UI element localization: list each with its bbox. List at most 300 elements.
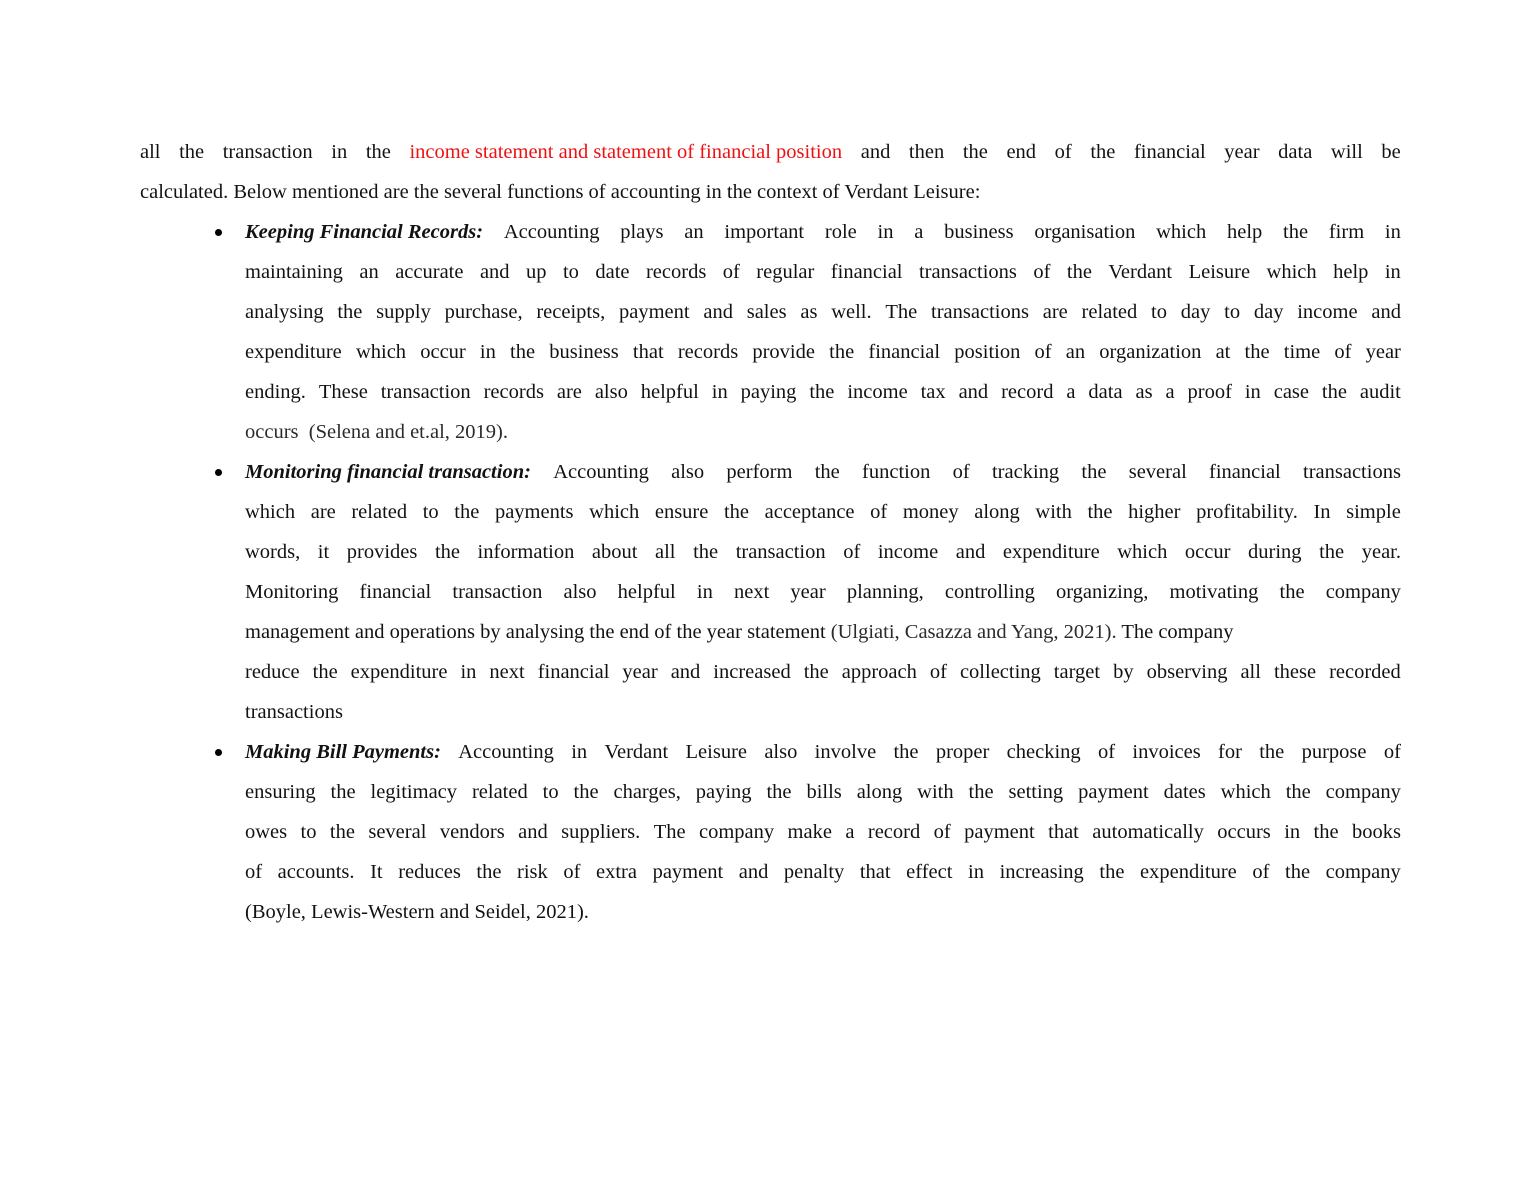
- w: to: [422, 501, 439, 523]
- bullet-3-line-2: [245, 772, 1401, 812]
- w: and: [738, 861, 769, 883]
- w: books: [1352, 821, 1401, 843]
- w: information: [477, 541, 575, 563]
- w: also: [563, 581, 597, 603]
- w: The: [885, 301, 918, 323]
- w: several: [1128, 461, 1187, 483]
- w: for: [1218, 741, 1242, 763]
- w: These: [318, 381, 368, 403]
- w: in: [1384, 221, 1401, 243]
- w: Verdant: [604, 741, 669, 763]
- w: the: [766, 781, 792, 803]
- w: financial: [830, 261, 903, 283]
- w: that: [859, 861, 891, 883]
- w: company: [1325, 781, 1401, 803]
- para-word: then: [908, 141, 945, 163]
- w: supply: [376, 301, 431, 323]
- w: accurate: [395, 261, 464, 283]
- w: day: [1180, 301, 1211, 323]
- w: of: [933, 821, 951, 843]
- w: of: [952, 461, 970, 483]
- w: transactions: [931, 301, 1029, 323]
- w: paying: [695, 781, 752, 803]
- w: company: [698, 821, 775, 843]
- w: It: [370, 861, 383, 883]
- w: Leisure: [685, 741, 748, 763]
- w: accounts.: [277, 861, 355, 883]
- w: function: [862, 461, 931, 483]
- w: in: [1384, 261, 1401, 283]
- w: year.: [1361, 541, 1401, 563]
- w: case: [1273, 381, 1309, 403]
- w: motivating: [1169, 581, 1259, 603]
- list-item: [140, 212, 1401, 452]
- w: date: [595, 261, 630, 283]
- w: helpful: [640, 381, 699, 403]
- w: the: [1259, 741, 1285, 763]
- w: risk: [517, 861, 548, 883]
- bullet-1-line-2: [245, 252, 1401, 292]
- w: observing: [1146, 661, 1228, 683]
- bullet-3-citation: (Boyle, Lewis-Western and Seidel, 2021).: [245, 901, 589, 923]
- w: year: [622, 661, 658, 683]
- w: these: [1273, 661, 1317, 683]
- w: the: [968, 781, 994, 803]
- w: transaction: [380, 381, 471, 403]
- w: payment: [619, 301, 690, 323]
- w: the: [337, 301, 363, 323]
- bullet-1-line-4: [245, 332, 1401, 372]
- w: transaction: [735, 541, 826, 563]
- w: recorded: [1329, 661, 1401, 683]
- highlighted-phrase: income statement and statement of financial position: [409, 141, 843, 163]
- bullet-3-lead: Making Bill Payments:: [245, 741, 441, 763]
- bullet-2-line-3: [245, 532, 1401, 572]
- w: records: [483, 381, 544, 403]
- w: Verdant: [1108, 261, 1173, 283]
- w: provides: [346, 541, 418, 563]
- para-word: transaction: [222, 141, 313, 163]
- w: in: [479, 341, 496, 363]
- w: extra: [596, 861, 637, 883]
- bullet-2-tail: transactions: [245, 701, 343, 723]
- w: company: [1325, 861, 1401, 883]
- w: payment: [964, 821, 1035, 843]
- w: planning,: [846, 581, 924, 603]
- w: tax: [920, 381, 946, 403]
- bullet-2-line-5: [245, 612, 1401, 652]
- w: next: [733, 581, 770, 603]
- w: to: [1224, 301, 1241, 323]
- w: an: [1065, 341, 1086, 363]
- bullet-1-line-1: [245, 212, 1401, 252]
- w: by: [1113, 661, 1134, 683]
- bullet-dot-icon: [214, 452, 226, 492]
- w: suppliers.: [561, 821, 641, 843]
- w: of: [245, 861, 263, 883]
- w: transactions: [1303, 461, 1401, 483]
- w: and: [518, 821, 548, 843]
- w: controlling: [944, 581, 1035, 603]
- w: which: [1266, 261, 1317, 283]
- w: proper: [935, 741, 990, 763]
- w: business: [549, 341, 619, 363]
- w: the: [434, 541, 460, 563]
- w: the: [1319, 541, 1345, 563]
- para-word: and: [860, 141, 891, 163]
- w: The: [653, 821, 686, 843]
- w: help: [1333, 261, 1369, 283]
- w: The company: [1116, 621, 1234, 643]
- w: which: [355, 341, 407, 363]
- w: and: [1371, 301, 1401, 323]
- w: the: [1244, 341, 1270, 363]
- bullet-2-line-2: [245, 492, 1401, 532]
- w: transactions: [918, 261, 1017, 283]
- w: perform: [726, 461, 793, 483]
- w: provide: [752, 341, 815, 363]
- w: expenditure: [350, 661, 448, 683]
- bullet-1-lead: Keeping Financial Records:: [245, 221, 484, 243]
- w: help: [1226, 221, 1263, 243]
- w: the: [330, 781, 356, 803]
- w: and: [670, 661, 701, 683]
- bullet-2-lead: Monitoring financial transaction:: [245, 461, 531, 483]
- w: invoices: [1132, 741, 1201, 763]
- w: a: [1165, 381, 1175, 403]
- w: of: [1383, 741, 1401, 763]
- w: the: [1081, 461, 1107, 483]
- w: and: [703, 301, 733, 323]
- w: the: [829, 341, 855, 363]
- w: which: [589, 501, 640, 523]
- w: with: [917, 781, 954, 803]
- w: related: [1081, 301, 1138, 323]
- w: also: [594, 381, 628, 403]
- w: occur: [420, 341, 466, 363]
- bullet-1-line-6: [245, 412, 1401, 452]
- bullet-2-line-6: [245, 652, 1401, 692]
- w: management and operations by analysing the end of the year statement: [245, 621, 826, 643]
- w: during: [1248, 541, 1302, 563]
- w: analysing: [245, 301, 324, 323]
- w: to: [562, 261, 579, 283]
- w: the: [1285, 861, 1311, 883]
- list-item: [140, 732, 1401, 932]
- w: are: [1042, 301, 1068, 323]
- w: also: [764, 741, 798, 763]
- para-word: in: [331, 141, 348, 163]
- w: of: [722, 261, 740, 283]
- w: of: [870, 501, 888, 523]
- w: owes: [245, 821, 288, 843]
- w: records: [645, 261, 707, 283]
- w: well.: [831, 301, 872, 323]
- w: in: [877, 221, 894, 243]
- w: expenditure: [245, 341, 342, 363]
- w: of: [1252, 861, 1270, 883]
- w: automatically: [1092, 821, 1204, 843]
- w: increasing: [999, 861, 1084, 883]
- w: money: [902, 501, 959, 523]
- w: of: [929, 661, 947, 683]
- w: the: [1321, 381, 1347, 403]
- w: and: [479, 261, 510, 283]
- w: Accounting: [553, 461, 649, 483]
- w: simple: [1346, 501, 1401, 523]
- w: vendors: [439, 821, 505, 843]
- list-item: [140, 452, 1401, 732]
- w: in: [968, 861, 984, 883]
- w: paying: [740, 381, 797, 403]
- w: involve: [814, 741, 877, 763]
- w: to: [542, 781, 559, 803]
- para-word: will: [1330, 141, 1363, 163]
- w: In: [1313, 501, 1331, 523]
- w: audit: [1359, 381, 1401, 403]
- w: it: [317, 541, 330, 563]
- w: up: [526, 261, 547, 283]
- w: occurs: [1217, 821, 1271, 843]
- w: day: [1253, 301, 1284, 323]
- w: words,: [245, 541, 301, 563]
- w: profitability.: [1196, 501, 1298, 523]
- w: position: [954, 341, 1021, 363]
- w: an: [359, 261, 379, 283]
- w: purpose: [1301, 741, 1367, 763]
- bullet-1-line-3: [245, 292, 1401, 332]
- w: receipts,: [536, 301, 606, 323]
- w: organizing,: [1055, 581, 1149, 603]
- w: higher: [1128, 501, 1181, 523]
- w: are: [556, 381, 582, 403]
- w: dates: [1163, 781, 1206, 803]
- w: payments: [494, 501, 574, 523]
- w: collecting: [959, 661, 1041, 683]
- w: that: [1048, 821, 1079, 843]
- w: penalty: [783, 861, 845, 883]
- w: all: [1240, 661, 1261, 683]
- functions-bullet-list: [140, 212, 1401, 932]
- w: purchase,: [444, 301, 523, 323]
- page-content: [140, 132, 1401, 932]
- w: record: [1001, 381, 1054, 403]
- paragraph-line-1: [140, 132, 1401, 172]
- w: the: [1099, 861, 1125, 883]
- w: of: [563, 861, 581, 883]
- w: charges,: [613, 781, 681, 803]
- w: bills: [806, 781, 842, 803]
- w: related: [351, 501, 408, 523]
- w: Accounting: [458, 741, 554, 763]
- paragraph-line-2-text: calculated. Below mentioned are the several functions of accounting in the context of Verdant Leisure:: [140, 181, 981, 203]
- w: the: [1313, 821, 1339, 843]
- w: occur: [1184, 541, 1231, 563]
- w: which: [245, 501, 296, 523]
- w: expenditure: [1002, 541, 1100, 563]
- w: checking: [1006, 741, 1081, 763]
- w: record: [867, 821, 921, 843]
- w: ending.: [245, 381, 306, 403]
- bullet-2-line-7: [245, 692, 1401, 732]
- w: which: [1117, 541, 1168, 563]
- w: in: [1284, 821, 1301, 843]
- w: role: [824, 221, 857, 243]
- w: at: [1215, 341, 1231, 363]
- para-word: be: [1381, 141, 1401, 163]
- w: the: [809, 381, 835, 403]
- bullet-2-line-4: [245, 572, 1401, 612]
- para-word: financial: [1133, 141, 1206, 163]
- para-word: of: [1054, 141, 1072, 163]
- w: payment: [1078, 781, 1149, 803]
- w: expenditure: [1140, 861, 1237, 883]
- w: organisation: [1034, 221, 1136, 243]
- w: about: [591, 541, 638, 563]
- w: the: [1087, 501, 1113, 523]
- w: organization: [1099, 341, 1202, 363]
- paragraph-line-2: [140, 172, 1401, 212]
- w: also: [671, 461, 705, 483]
- w: in: [460, 661, 477, 683]
- w: income: [877, 541, 939, 563]
- w: helpful: [617, 581, 676, 603]
- w: sales: [746, 301, 787, 323]
- w: are: [310, 501, 336, 523]
- bullet-3-line-4: [245, 852, 1401, 892]
- w: the: [573, 781, 599, 803]
- w: payment: [652, 861, 724, 883]
- w: of: [1033, 261, 1051, 283]
- para-word: year: [1224, 141, 1260, 163]
- w: the: [803, 661, 829, 683]
- w: in: [696, 581, 713, 603]
- para-word: the: [962, 141, 988, 163]
- w: effect: [906, 861, 953, 883]
- w: related: [471, 781, 528, 803]
- w: plays: [620, 221, 664, 243]
- intro-paragraph: [140, 132, 1401, 212]
- bullet-3-line-1: [245, 732, 1401, 772]
- w: with: [1035, 501, 1072, 523]
- w: company: [1325, 581, 1401, 603]
- w: ensuring: [245, 781, 316, 803]
- w: Accounting: [503, 221, 600, 243]
- w: financial: [359, 581, 432, 603]
- w: of: [1097, 741, 1116, 763]
- w: in: [571, 741, 588, 763]
- w: Monitoring: [245, 581, 339, 603]
- w: in: [1244, 381, 1261, 403]
- para-word: the: [365, 141, 391, 163]
- w: the: [476, 861, 502, 883]
- w: financial: [1209, 461, 1281, 483]
- w: as: [1135, 381, 1153, 403]
- w: an: [684, 221, 704, 243]
- w: all: [655, 541, 676, 563]
- w: of: [1034, 341, 1052, 363]
- para-word: end: [1006, 141, 1037, 163]
- w: target: [1053, 661, 1101, 683]
- w: next: [489, 661, 525, 683]
- w: financial: [868, 341, 941, 363]
- w: tracking: [991, 461, 1060, 483]
- w: approach: [841, 661, 917, 683]
- bullet-2-citation: (Ulgiati, Casazza and Yang, 2021).: [825, 621, 1117, 643]
- w: time: [1283, 341, 1321, 363]
- w: records: [677, 341, 739, 363]
- w: the: [1285, 781, 1311, 803]
- bullet-dot-icon: [214, 732, 226, 772]
- w: which: [1156, 221, 1207, 243]
- w: the: [723, 501, 750, 523]
- w: setting: [1008, 781, 1064, 803]
- bullet-dot-icon: [214, 212, 226, 252]
- w: regular: [756, 261, 815, 283]
- w: as: [800, 301, 818, 323]
- para-word: the: [1090, 141, 1116, 163]
- bullet-3-line-5: [245, 892, 1401, 932]
- w: proof: [1187, 381, 1232, 403]
- w: along: [974, 501, 1020, 523]
- w: a: [845, 821, 855, 843]
- w: acceptance: [764, 501, 855, 523]
- w: financial: [537, 661, 610, 683]
- w: legitimacy: [370, 781, 458, 803]
- w: to: [1151, 301, 1167, 323]
- w: reduces: [398, 861, 461, 883]
- w: year: [1365, 341, 1401, 363]
- w: several: [368, 821, 427, 843]
- para-word: all: [140, 141, 161, 163]
- w: ensure: [654, 501, 709, 523]
- para-word: data: [1278, 141, 1313, 163]
- w: the: [693, 541, 719, 563]
- w: and: [955, 541, 986, 563]
- w: the: [454, 501, 480, 523]
- w: make: [787, 821, 832, 843]
- w: data: [1088, 381, 1123, 403]
- w: reduce: [245, 661, 300, 683]
- w: of: [1334, 341, 1352, 363]
- w: that: [632, 341, 664, 363]
- w: Leisure: [1188, 261, 1251, 283]
- w: to: [300, 821, 317, 843]
- w: the: [1066, 261, 1092, 283]
- w: the: [312, 661, 338, 683]
- w: important: [724, 221, 805, 243]
- w: income: [847, 381, 908, 403]
- para-word: the: [179, 141, 205, 163]
- bullet-1-citation: occurs (Selena and et.al, 2019).: [245, 421, 508, 443]
- w: the: [1283, 221, 1309, 243]
- w: maintaining: [245, 261, 343, 283]
- w: the: [329, 821, 355, 843]
- w: along: [856, 781, 903, 803]
- bullet-3-line-3: [245, 812, 1401, 852]
- w: and: [958, 381, 989, 403]
- w: income: [1297, 301, 1358, 323]
- w: the: [1279, 581, 1305, 603]
- w: the: [893, 741, 919, 763]
- w: business: [944, 221, 1014, 243]
- bullet-2-line-1: [245, 452, 1401, 492]
- w: a: [1066, 381, 1076, 403]
- bullet-1-line-5: [245, 372, 1401, 412]
- w: transaction: [452, 581, 543, 603]
- w: the: [814, 461, 840, 483]
- w: the: [510, 341, 536, 363]
